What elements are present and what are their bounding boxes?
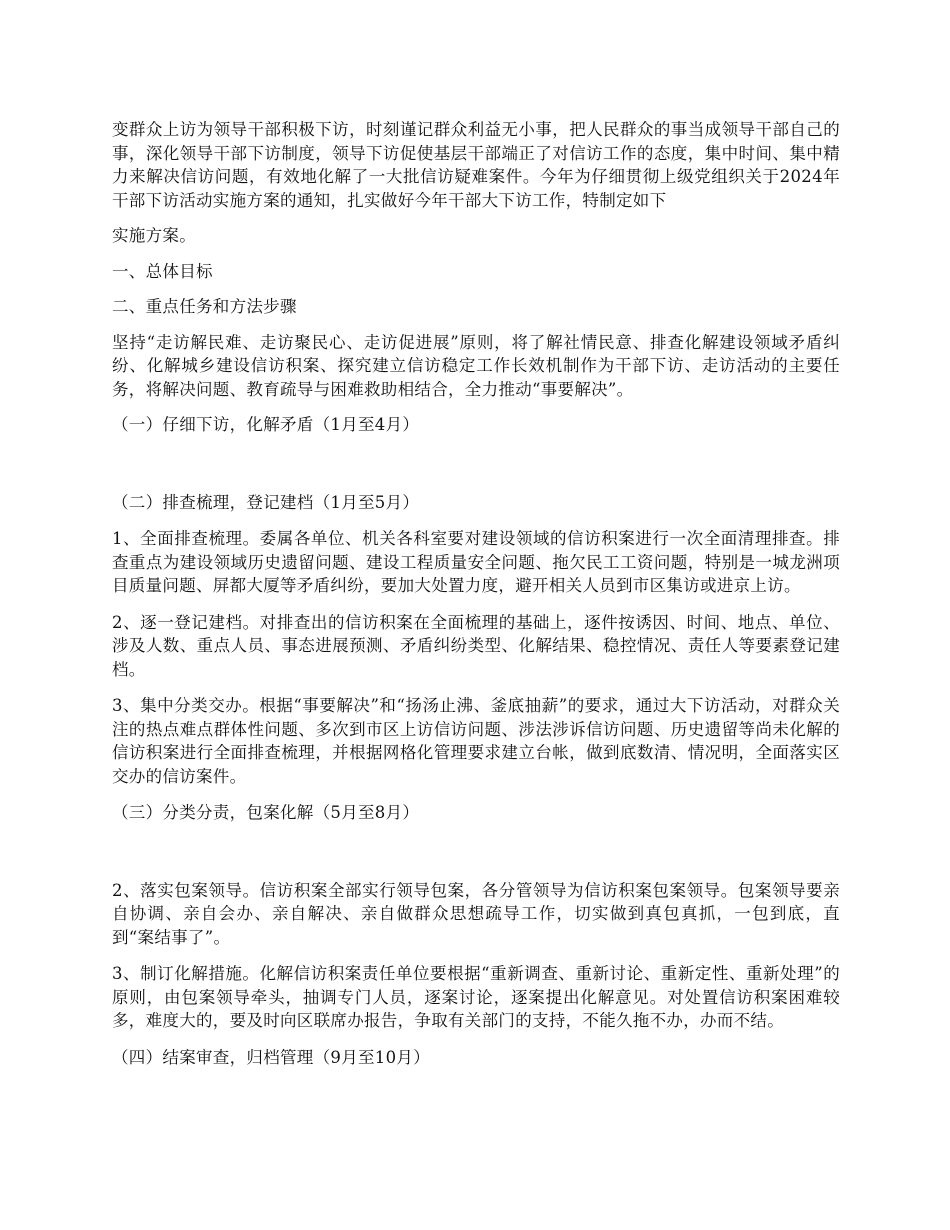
principle-paragraph: 坚持“走访解民难、走访聚民心、走访促进展”原则，将了解社情民意、排查化解建设领域矛盾纠纷、化解城乡建设信访积案、探究建立信访稳定工作长效机制作为干部下访、走访活动的主要任务，将解决问题、教育疏导与困难救助相结合，全力推动“事要解决”。 [112,332,840,399]
document-page [112,118,840,1069]
intro-paragraph: 变群众上访为领导干部积极下访，时刻谨记群众利益无小事，把人民群众的事当成领导干部自己的事，深化领导干部下访制度，领导下访促使基层干部端正了对信访工作的态度，集中时间、集中精力来解决信访问题，有效地化解了一大批信访疑难案件。今年为仔细贯彻上级党组织关于2024年干部下访活动实施方案的通知，扎实做好今年干部大下访工作，特制定如下 [112,120,840,210]
subheading-2: （二）排查梳理，登记建档（1月至5月） [112,492,420,512]
item-classify-assign: 3、集中分类交办。根据“事要解决”和“扬汤止沸、釜底抽薪”的要求，通过大下访活动，对群众关注的热点难点群体性问题、多次到市区上访信访问题、涉法涉诉信访问题、历史遗留等尚未化解的信访积案进行全面排查梳理，并根据网格化管理要求建立台帐，做到底数清、情况明，全面落实区交办的信访案件。 [112,696,840,786]
item-case-leaders: 2、落实包案领导。信访积案全部实行领导包案，各分管领导为信访积案包案领导。包案领导要亲自协调、亲自会办、亲自解决、亲自做群众思想疏导工作，切实做到真包真抓，一包到底，直到“案结事了”。 [112,880,840,947]
item-comprehensive-check: 1、全面排查梳理。委属各单位、机关各科室要对建设领域的信访积案进行一次全面清理排查。排查重点为建设领域历史遗留问题、建设工程质量安全问题、拖欠民工工资问题，特别是一城龙洲项目质量问题、屏都大厦等矛盾纠纷，要加大处置力度，避开相关人员到市区集访或进京上访。 [112,529,840,595]
heading-overall-goal: 一、总体目标 [112,261,213,281]
subheading-3: （三）分类分责，包案化解（5月至8月） [112,803,420,822]
intro-paragraph-end: 实施方案。 [112,226,196,245]
item-register-archive: 2、逐一登记建档。对排查出的信访积案在全面梳理的基础上，逐件按诱因、时间、地点、单位、涉及人数、重点人员、事态进展预测、矛盾纠纷类型、化解结果、稳控情况、责任人等要素登记建档。 [112,612,840,679]
subheading-4: （四）结案审查，归档管理（9月至10月） [112,1047,430,1067]
heading-key-tasks: 二、重点任务和方法步骤 [112,297,297,316]
item-resolution-measures: 3、制订化解措施。化解信访积案责任单位要根据“重新调查、重新讨论、重新定性、重新处理”的原则，由包案领导牵头，抽调专门人员，逐案讨论，逐案提出化解意见。对处置信访积案困难较多，难度大的，要及时向区联席办报告，争取有关部门的支持，不能久拖不办，办而不结。 [112,964,840,1030]
subheading-1: （一）仔细下访，化解矛盾（1月至4月） [112,415,420,434]
